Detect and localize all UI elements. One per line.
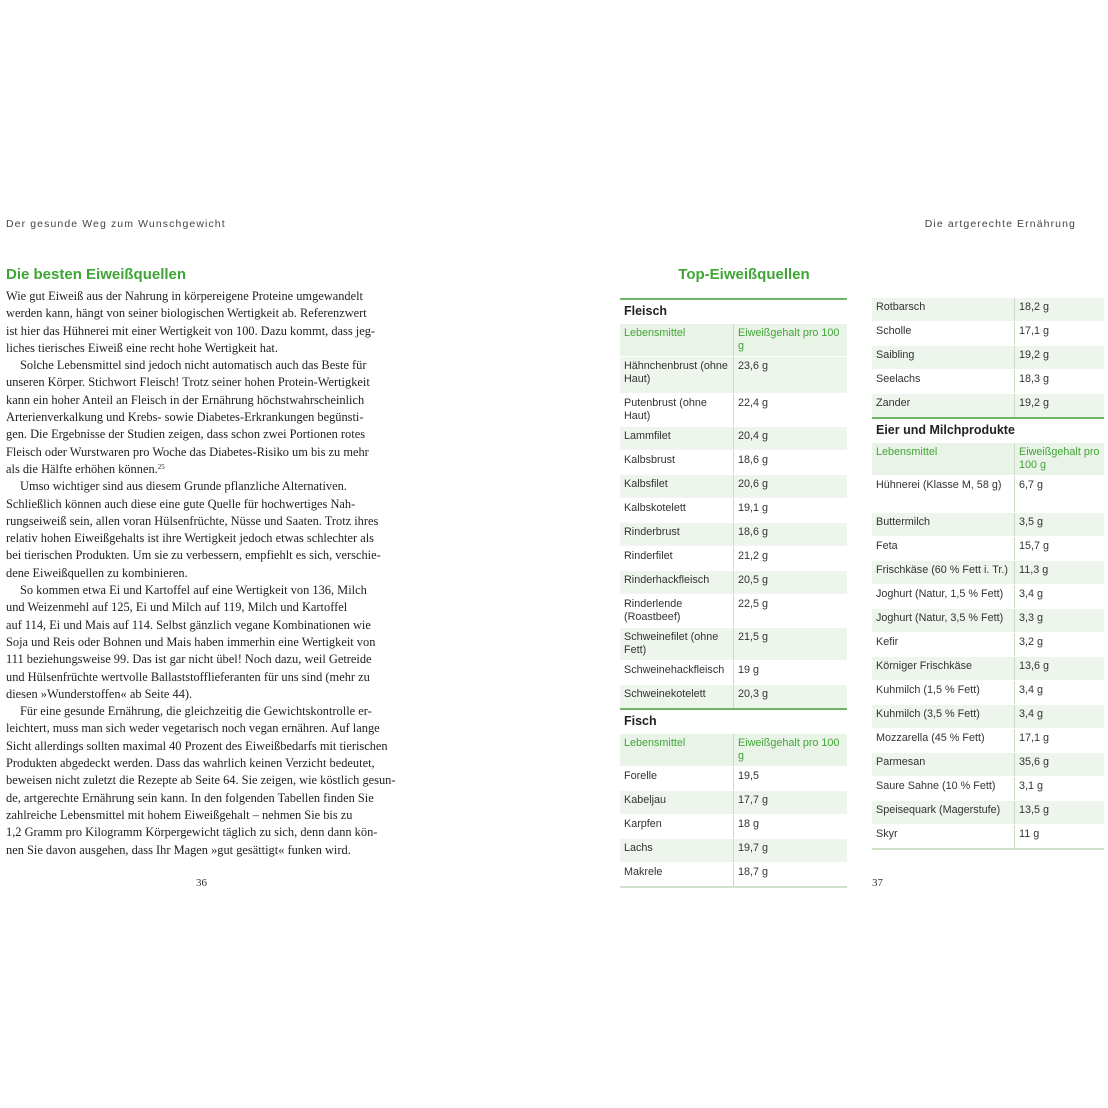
food-name: Rotbarsch [872,298,1015,322]
tables-title: Top-Eiweißquellen [678,266,810,283]
protein-value: 22,5 g [734,595,848,628]
table-row [620,839,847,863]
protein-value: 18,6 g [734,523,848,547]
food-name: Frischkäse (60 % Fett i. Tr.) [872,561,1015,585]
protein-value: 11,3 g [1015,561,1105,585]
protein-value: 3,4 g [1015,705,1105,729]
protein-value: 18 g [734,815,848,839]
text-line: Für eine gesunde Ernährung, die gleichzeitig die Gewichtskontrolle er- [20,704,372,719]
table-row [872,513,1104,537]
protein-value: 3,4 g [1015,585,1105,609]
table-row [872,394,1104,419]
table-row [620,595,847,628]
food-name: Buttermilch [872,513,1015,537]
protein-value: 3,5 g [1015,513,1105,537]
food-name: Kalbsbrust [620,451,734,475]
column-header-row [872,443,1104,476]
text-line: Produkten abgedeckt werden. Dass das wahrlich keinen Verzicht bedeutet, [6,756,375,771]
food-name: Forelle [620,767,734,791]
paragraph [6,478,398,582]
protein-table-fish-dairy [872,298,1104,850]
table-row [872,777,1104,801]
protein-value: 35,6 g [1015,753,1105,777]
text-line: Wie gut Eiweiß aus der Nahrung in körpereigene Proteine umgewandelt [6,289,363,303]
food-name: Kuhmilch (1,5 % Fett) [872,681,1015,705]
page-number-left: 36 [196,877,207,889]
protein-value: 19,2 g [1015,394,1105,419]
food-name: Rinderhackfleisch [620,571,734,595]
table-row [872,753,1104,777]
text-line: Arterienverkalkung und Krebs- sowie Diabetes-Erkrankungen begünsti- [6,410,364,425]
text-line: de, artgerechte Ernährung sein kann. In den folgenden Tabellen finden Sie [6,790,374,805]
protein-value: 15,7 g [1015,537,1105,561]
food-name: Saibling [872,346,1015,370]
table-row [872,633,1104,657]
table-row [872,298,1104,322]
food-name: Lachs [620,839,734,863]
table-row [872,346,1104,370]
food-name: Karpfen [620,815,734,839]
protein-value: 18,3 g [1015,370,1105,394]
table-row [620,628,847,661]
protein-value: 18,2 g [1015,298,1105,322]
category-label: Fleisch [620,299,847,324]
table-row [620,791,847,815]
food-name: Kalbsfilet [620,475,734,499]
category-label: Eier und Milchprodukte [872,418,1104,443]
table-row [872,705,1104,729]
food-name: Kefir [872,633,1015,657]
text-line: als die Hälfte erhöhen können.$^{25}$ [6,461,165,476]
text-line: Fleisch oder Wurstwaren pro Woche das Diabetes-Risiko um bis zu mehr [6,444,369,459]
text-line: Sicht allerdings sollten maximal 40 Prozent des Eiweißbedarfs mit tierischen [6,738,388,753]
text-line: Schließlich können auch diese eine gute Quelle für hochwertiges Nah- [6,496,356,511]
protein-table-meat-fish [620,298,847,888]
column-header-food: Lebensmittel [872,443,1015,476]
table-row [872,322,1104,346]
table-row [620,451,847,475]
table-row [620,499,847,523]
food-name: Kabeljau [620,791,734,815]
table-row [620,394,847,427]
food-name: Zander [872,394,1015,419]
section-title: Die besten Eiweißquellen [6,266,187,283]
protein-value: 19,5 [734,767,848,791]
food-name: Hähnchenbrust (ohne Haut) [620,357,734,394]
protein-value: 17,1 g [1015,729,1105,753]
table-row [872,585,1104,609]
table-row [872,801,1104,825]
paragraph [6,703,398,859]
table-row [872,561,1104,585]
food-name: Speisequark (Magerstufe) [872,801,1015,825]
food-name: Putenbrust (ohne Haut) [620,394,734,427]
table-row [872,476,1104,513]
table-row [620,815,847,839]
category-row [620,299,847,324]
text-line: diesen »Wunderstoffen« ab Seite 44). [6,686,193,701]
food-name: Joghurt (Natur, 1,5 % Fett) [872,585,1015,609]
running-header-right: Die artgerechte Ernährung [924,218,1076,230]
table-row [872,681,1104,705]
protein-value: 11 g [1015,825,1105,850]
food-name: Seelachs [872,370,1015,394]
protein-value: 18,6 g [734,451,848,475]
text-line: werden kann, hängt von seiner biologischen Wertigkeit ab. Referenzwert [6,306,367,321]
column-header-food: Lebensmittel [620,734,734,767]
food-name: Körniger Frischkäse [872,657,1015,681]
text-line: liches tierisches Eiweiß eine recht hohe Wertigkeit hat. [6,340,278,355]
column-header-food: Lebensmittel [620,324,734,357]
table-row [620,523,847,547]
table-row [872,657,1104,681]
protein-value: 17,1 g [1015,322,1105,346]
table-row [620,475,847,499]
protein-value: 19,1 g [734,499,848,523]
page-number-right: 37 [872,877,883,889]
protein-value: 13,6 g [1015,657,1105,681]
food-name: Parmesan [872,753,1015,777]
food-name: Rinderlende (Roastbeef) [620,595,734,628]
text-line: 1,2 Gramm pro Kilogramm Körpergewicht täglich zu sich, denn dann kön- [6,825,378,840]
category-row [872,418,1104,443]
text-line: und Weizenmehl auf 125, Ei und Milch auf 119, Milch und Kartoffel [6,600,348,615]
food-name: Lammfilet [620,427,734,451]
food-name: Schweinekotelett [620,685,734,710]
food-name: Kalbskotelett [620,499,734,523]
text-line: ist hier das Hühnerei mit einer Wertigkeit von 100. Dazu kommt, dass jeg- [6,323,376,338]
text-line: leichtert, muss man sich weder vegetarisch noch vegan ernähren. Auf lange [6,721,380,736]
column-header-protein: Eiweißgehalt pro 100 g [734,734,848,767]
table-row [872,537,1104,561]
paragraph [6,288,398,357]
table-row [872,729,1104,753]
text-line: 111 beziehungsweise 99. Das ist gar nicht übel! Noch dazu, weil Getreide [6,652,372,667]
footnote-reference: 25 [157,462,165,471]
protein-value: 22,4 g [734,394,848,427]
food-name: Mozzarella (45 % Fett) [872,729,1015,753]
column-header-row [620,734,847,767]
text-line: nen Sie davon ausgehen, dass Ihr Magen »gut gesättigt« funken wird. [6,842,351,857]
food-name: Joghurt (Natur, 3,5 % Fett) [872,609,1015,633]
category-row [620,709,847,734]
protein-value: 21,2 g [734,547,848,571]
body-text [6,288,398,859]
text-line: zahlreiche Lebensmittel mit hohem Eiweißgehalt – nehmen Sie bis zu [6,807,353,822]
table-row [620,767,847,791]
text-line: unseren Körper. Stichwort Fleisch! Trotz seiner hohen Protein-Wertigkeit [6,375,370,390]
food-name: Rinderfilet [620,547,734,571]
table-row [620,571,847,595]
food-name: Rinderbrust [620,523,734,547]
protein-value: 23,6 g [734,357,848,394]
food-name: Feta [872,537,1015,561]
text-line: gen. Die Ergebnisse der Studien zeigen, dass schon zwei Portionen rotes [6,427,366,442]
food-name: Saure Sahne (10 % Fett) [872,777,1015,801]
table-row [620,863,847,888]
protein-value: 3,4 g [1015,681,1105,705]
text-line: auf 114, Ei und Mais auf 114. Selbst gänzlich vegane Kombinationen wie [6,617,371,632]
food-name: Skyr [872,825,1015,850]
text-line: und Hülsenfrüchte wertvolle Ballaststofflieferanten für uns sind (mehr zu [6,669,370,684]
protein-value: 3,1 g [1015,777,1105,801]
text-line: kann ein hoher Anteil an Fleisch in der Ernährung höchstwahrscheinlich [6,392,365,407]
protein-value: 3,2 g [1015,633,1105,657]
text-line: Soja und Reis oder Bohnen und Mais haben immerhin eine Wertigkeit von [6,634,376,649]
protein-value: 19 g [734,661,848,685]
category-label: Fisch [620,709,847,734]
column-header-protein: Eiweißgehalt pro 100 g [1015,443,1105,476]
paragraph [6,357,398,478]
text-line: beweisen nicht zuletzt die Rezepte ab Seite 64. Sie zeigen, wie köstlich gesun- [6,773,396,788]
table-row [620,661,847,685]
food-name: Scholle [872,322,1015,346]
food-name: Schweinehackfleisch [620,661,734,685]
protein-value: 19,2 g [1015,346,1105,370]
column-header-row [620,324,847,357]
text-line: bei tierischen Produkten. Um sie zu verbessern, empfiehlt es sich, verschie- [6,548,381,563]
protein-value: 20,5 g [734,571,848,595]
table-column-1 [620,298,847,888]
table-row [872,370,1104,394]
table-row [620,547,847,571]
table-column-2 [872,298,1099,850]
food-name: Hühnerei (Klasse M, 58 g) [872,476,1015,513]
column-header-protein: Eiweißgehalt pro 100 g [734,324,848,357]
table-row [872,825,1104,850]
protein-value: 13,5 g [1015,801,1105,825]
table-row [620,427,847,451]
text-line: relativ hohen Eiweißgehalts ist ihre Wertigkeit jedoch etwas schlechter als [6,531,374,546]
table-row [620,357,847,394]
text-line: rungseiweiß sein, allen voran Hülsenfrüchte, Nüsse und Saaten. Trotz ihres [6,513,379,528]
paragraph [6,582,398,703]
protein-value: 20,6 g [734,475,848,499]
table-row [620,685,847,710]
food-name: Kuhmilch (3,5 % Fett) [872,705,1015,729]
protein-value: 6,7 g [1015,476,1105,513]
table-row [872,609,1104,633]
food-name: Schweinefilet (ohne Fett) [620,628,734,661]
text-line: Umso wichtiger sind aus diesem Grunde pflanzliche Alternativen. [20,479,347,494]
text-line: Solche Lebensmittel sind jedoch nicht automatisch auch das Beste für [20,358,367,373]
protein-value: 20,4 g [734,427,848,451]
protein-value: 19,7 g [734,839,848,863]
text-line: So kommen etwa Ei und Kartoffel auf eine Wertigkeit von 136, Milch [20,583,367,598]
text-line: dene Eiweißquellen zu kombinieren. [6,565,188,580]
running-header-left: Der gesunde Weg zum Wunschgewicht [6,218,226,230]
protein-value: 18,7 g [734,863,848,888]
protein-value: 17,7 g [734,791,848,815]
protein-value: 21,5 g [734,628,848,661]
food-name: Makrele [620,863,734,888]
protein-value: 3,3 g [1015,609,1105,633]
protein-value: 20,3 g [734,685,848,710]
